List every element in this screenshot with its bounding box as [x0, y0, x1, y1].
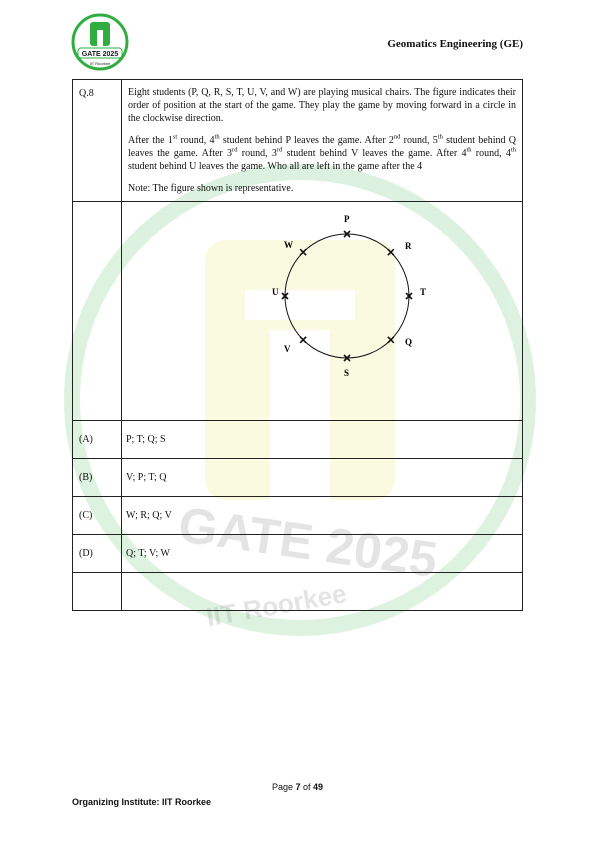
question-body	[122, 80, 523, 202]
question-para2: After the 1st round, 4th student behind P leaves the game. After 2nd round, 5th student behind Q leaves the game. After 3rd round, 3rd student behind V leaves the game. After 4th round, 4th student behind U leaves the game. Who all are left in the game after the 4	[128, 133, 516, 172]
organizer: Organizing Institute: IIT Roorkee	[72, 797, 212, 807]
label-s: S	[344, 368, 350, 378]
option-c-text: W; R; Q; V	[122, 497, 523, 535]
figure-row	[73, 202, 523, 421]
position-mark-w	[300, 249, 306, 255]
position-mark-q	[388, 337, 394, 343]
question-row	[73, 80, 523, 202]
label-p: P	[344, 214, 350, 224]
option-d-text: Q; T; V; W	[122, 535, 523, 573]
option-b-letter: (B)	[73, 459, 122, 497]
question-table	[72, 79, 523, 611]
label-u: U	[272, 287, 279, 297]
option-a-letter: (A)	[73, 421, 122, 459]
option-b[interactable]	[73, 459, 523, 497]
question-number: Q.8	[73, 80, 122, 202]
position-mark-r	[388, 249, 394, 255]
label-t: T	[420, 287, 427, 297]
option-c[interactable]	[73, 497, 523, 535]
svg-text:GATE 2025: GATE 2025	[175, 496, 441, 588]
option-a[interactable]	[73, 421, 523, 459]
option-b-text: V; P; T; Q	[122, 459, 523, 497]
position-mark-v	[300, 337, 306, 343]
option-d-letter: (D)	[73, 535, 122, 573]
option-c-letter: (C)	[73, 497, 122, 535]
logo-text: GATE 2025	[81, 51, 119, 58]
question-note: Note: The figure shown is representative.	[128, 183, 294, 194]
label-v: V	[284, 344, 291, 354]
label-q: Q	[405, 337, 413, 347]
label-r: R	[405, 241, 412, 251]
label-w: W	[284, 240, 293, 250]
question-para1: Eight students (P, Q, R, S, T, U, V, and W) are playing musical chairs. The figure indicates their order of position at the start of the game. They play the game by moving forward in a circle in the clockwise direction.	[128, 87, 516, 124]
empty-row	[73, 573, 523, 611]
figure-cell	[122, 202, 523, 421]
option-d[interactable]	[73, 535, 523, 573]
page-number: Page 7 of 49	[271, 782, 324, 792]
option-a-text: P; T; Q; S	[122, 421, 523, 459]
gate-logo	[70, 12, 130, 72]
subject-title: Geomatics Engineering (GE)	[387, 38, 523, 50]
svg-text:IIT Roorkee: IIT Roorkee	[204, 578, 349, 633]
musical-chairs-figure	[242, 202, 462, 420]
logo-sub: IIT Roorkee	[89, 61, 111, 66]
